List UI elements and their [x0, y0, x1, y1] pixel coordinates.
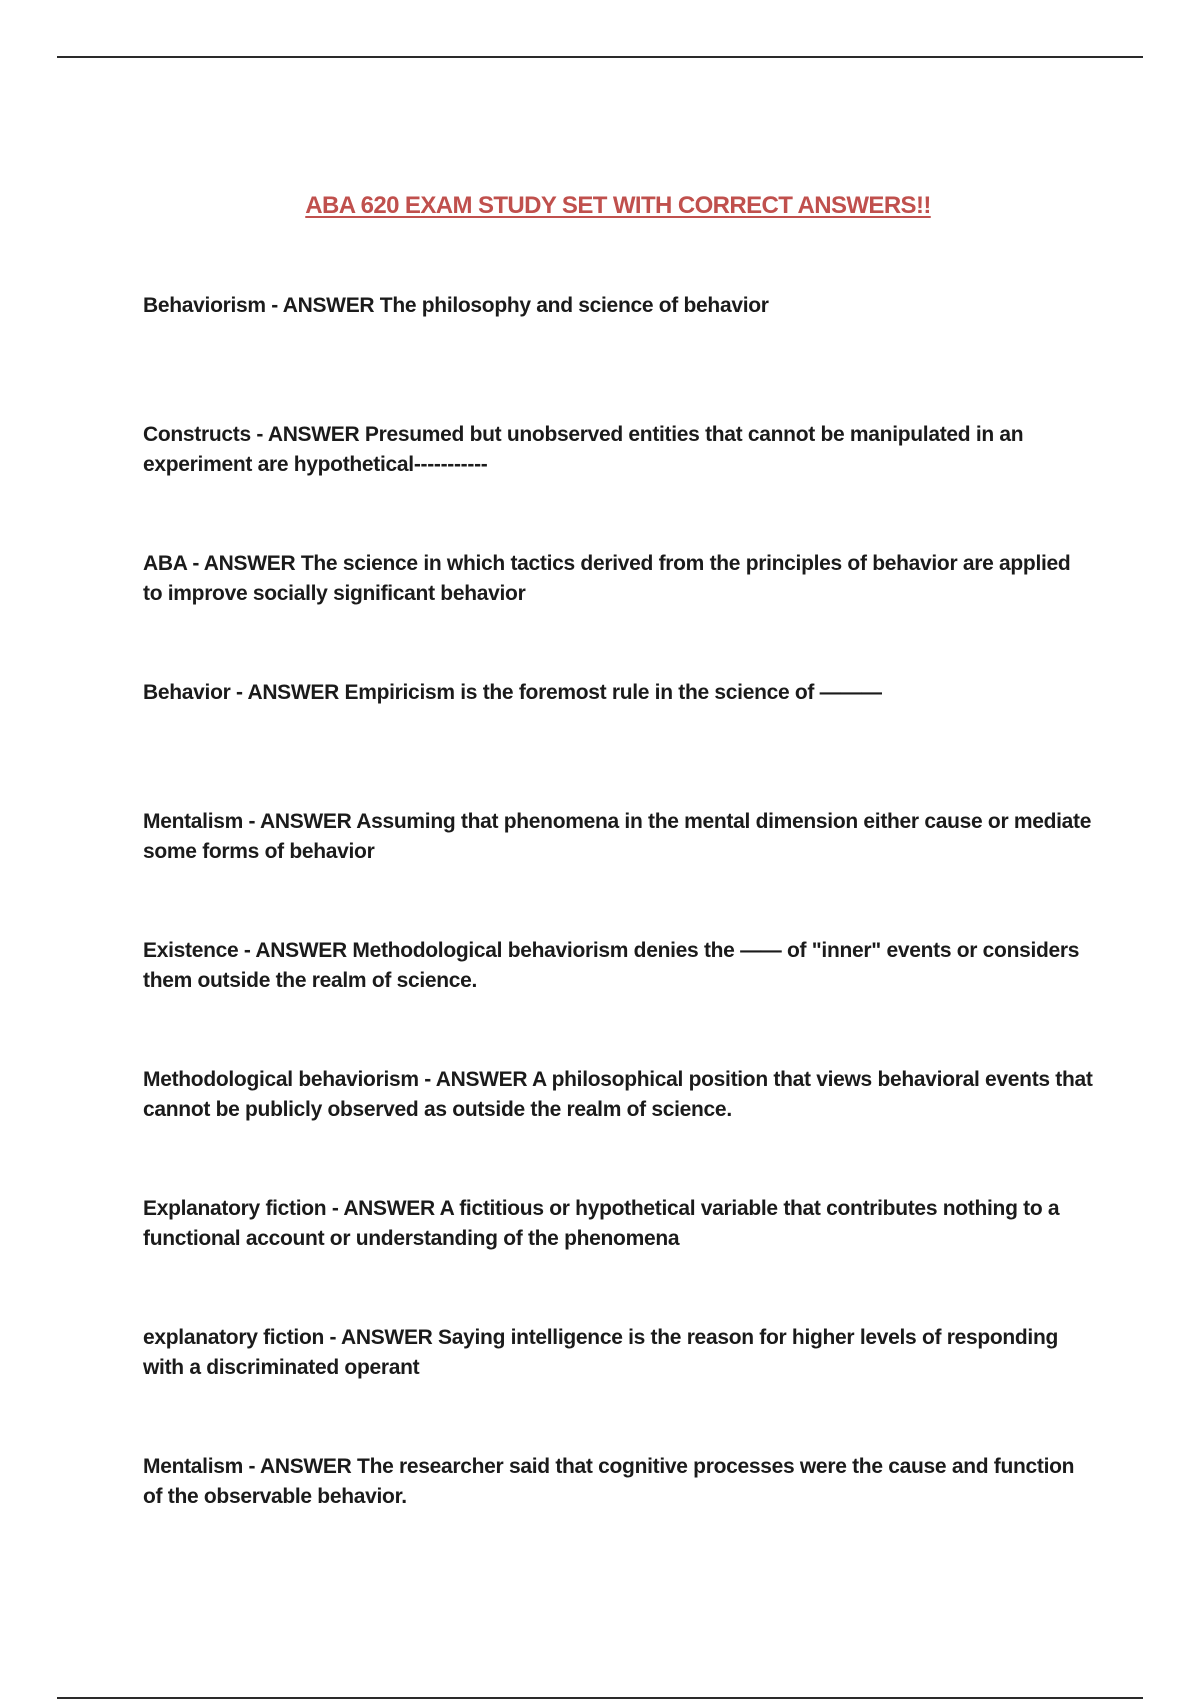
qa-item-mentalism-example: Mentalism - ANSWER The researcher said that cognitive processes were the cause and function of the observable behavior. — [143, 1455, 1075, 1508]
qa-list — [143, 291, 1093, 1581]
qa-item-mentalism: Mentalism - ANSWER Assuming that phenomena in the mental dimension either cause or mediate some forms of behavior — [143, 810, 1092, 863]
top-divider — [57, 56, 1143, 58]
qa-item-explanatory-fiction-example: explanatory fiction - ANSWER Saying intelligence is the reason for higher levels of responding with a discriminated operant — [143, 1326, 1059, 1379]
qa-item-constructs: Constructs - ANSWER Presumed but unobserved entities that cannot be manipulated in an experiment are hypothetical----------- — [143, 423, 1024, 476]
qa-item-behavior: Behavior - ANSWER Empiricism is the foremost rule in the science of ——— — [143, 681, 882, 704]
qa-item-methodological-behaviorism: Methodological behaviorism - ANSWER A philosophical position that views behavioral events that cannot be publicly observed as outside the realm of science. — [143, 1068, 1093, 1121]
qa-item-aba: ABA - ANSWER The science in which tactics derived from the principles of behavior are applied to improve socially significant behavior — [143, 552, 1071, 605]
qa-item-existence: Existence - ANSWER Methodological behaviorism denies the —— of "inner" events or considers them outside the realm of science. — [143, 939, 1080, 992]
qa-item-behaviorism: Behaviorism - ANSWER The philosophy and science of behavior — [143, 294, 769, 317]
bottom-divider — [57, 1697, 1143, 1699]
document-title: ABA 620 EXAM STUDY SET WITH CORRECT ANSWERS!! — [305, 192, 931, 219]
qa-item-explanatory-fiction: Explanatory fiction - ANSWER A fictitious or hypothetical variable that contributes nothing to a functional account or understanding of the phenomena — [143, 1197, 1060, 1250]
